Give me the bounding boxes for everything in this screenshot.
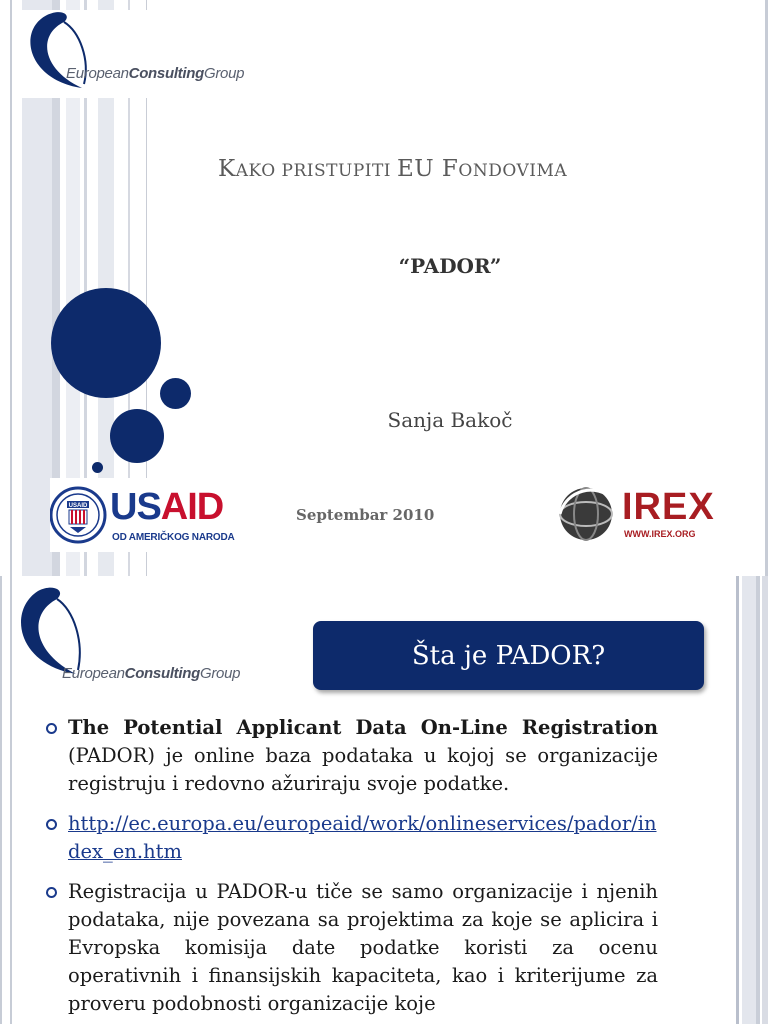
irex-logo — [556, 482, 716, 544]
presentation-date: Septembar 2010 — [296, 506, 435, 524]
slide-2 — [0, 576, 768, 1024]
irex-globe-icon — [556, 482, 618, 544]
stripe-decoration — [762, 576, 768, 1024]
bullet-list — [46, 714, 658, 1024]
ecg-logo-text: EuropeanConsultingGroup — [62, 665, 241, 682]
bullet-item — [46, 810, 658, 866]
circle-decoration — [110, 409, 164, 463]
irex-wordmark: IREX — [622, 486, 715, 528]
circle-decoration — [51, 288, 161, 398]
ecg-logo — [22, 10, 282, 98]
bullet-icon — [46, 723, 57, 734]
circle-decoration — [92, 462, 103, 473]
stripe-decoration — [742, 576, 756, 1024]
slide-title-box — [313, 621, 704, 690]
usaid-wordmark: USAID — [110, 486, 224, 528]
slide-title: KAKO PRISTUPITI EU FONDOVIMA — [218, 156, 568, 182]
svg-text:USAID: USAID — [68, 503, 88, 509]
slide-title: Šta je PADOR? — [411, 640, 606, 671]
ecg-swoosh-icon — [22, 10, 282, 98]
bullet-item: The Potential Applicant Data On-Line Registration (PADOR) je online baza podataka u kojoj se organizacije registruju i redovno ažuriraju svoje podatke. — [46, 714, 658, 798]
ecg-logo — [12, 586, 264, 680]
stripe-decoration — [10, 0, 12, 576]
usaid-seal-icon — [50, 479, 108, 551]
ecg-logo-text: EuropeanConsultingGroup — [66, 65, 245, 82]
stripe-decoration — [756, 576, 760, 1024]
slide-subtitle: “PADOR” — [398, 254, 502, 278]
circle-decoration — [160, 378, 191, 409]
irex-url: WWW.IREX.ORG — [624, 529, 696, 539]
stripe-decoration — [0, 576, 2, 1024]
usaid-tagline: OD AMERIČKOG NARODA — [112, 532, 235, 543]
stripe-decoration — [736, 576, 739, 1024]
usaid-logo — [50, 478, 240, 552]
author-name: Sanja Bakoč — [387, 408, 513, 432]
bullet-item: Registracija u PADOR-u tiče se samo organizacije i njenih podataka, nije povezana sa projektima za koje se aplicira i Evropska komisija date podatke koristi za ocenu operativnih i finansijskih kapaciteta, kao i kriterijume za proveru podobnosti organizacije koje — [46, 878, 658, 1018]
pador-link[interactable]: http://ec.europa.eu/europeaid/work/onlineservices/pador/index_en.htm — [68, 812, 657, 863]
bullet-icon — [46, 887, 57, 898]
bullet-icon — [46, 819, 57, 830]
